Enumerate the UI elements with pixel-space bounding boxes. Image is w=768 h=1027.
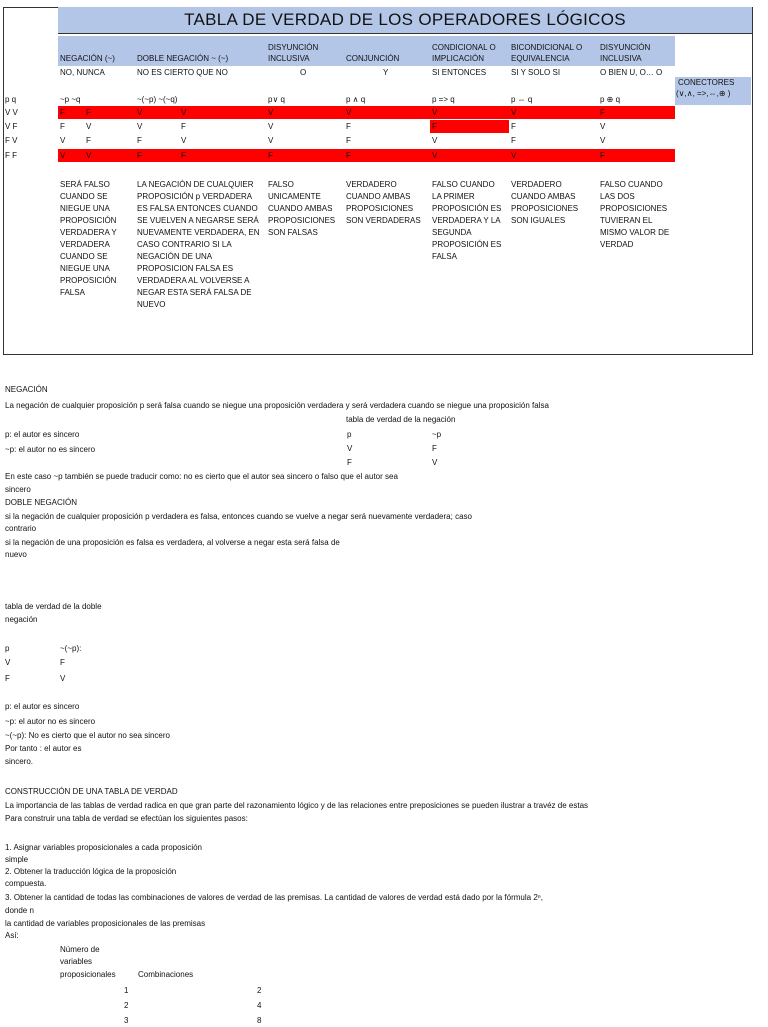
desc-condicional: FALSO CUANDO LA PRIMER PROPOSICIÓN ES VERDADERA Y LA SEGUNDA PROPOSICIÓN ES FALSA (432, 180, 502, 261)
dneg-example-1: p: el autor es sincero (5, 702, 80, 711)
truth-cell-dneg: F (181, 151, 186, 160)
truth-cell-disj: V (268, 108, 274, 117)
truth-cell-xor: V (600, 122, 606, 131)
symbol-bicondicional: p ⇔ q (511, 95, 533, 104)
truth-cell-conj: F (346, 122, 351, 131)
comb-count: 2 (257, 986, 262, 995)
dneg-example-4b: sincero. (5, 757, 34, 766)
dneg-tv-cell: V (60, 674, 66, 683)
connectors-box (675, 77, 751, 105)
truth-cell-neg: V (86, 151, 92, 160)
neg-tv-cell: V (347, 444, 353, 453)
desc-bicondicional: VERDADERO CUANDO AMBAS PROPOSICIONES SON IGUALES (511, 180, 579, 225)
negacion-notp-line: ~p: el autor no es sincero (5, 445, 96, 454)
negacion-heading: NEGACIÓN (5, 385, 48, 394)
truth-cell-cond: V (432, 151, 438, 160)
highlight-cond-cell (430, 120, 509, 133)
step-3a: 3. Obtener la cantidad de todas las combinaciones de valores de verdad de las premisas. La cantidad de valores de verdad está dado por la fórmula 2ⁿ, (5, 893, 543, 902)
header-disyuncion-exclusiva: DISYUNCIÓN INCLUSIVA (598, 36, 675, 66)
comb-var: 3 (124, 1016, 129, 1025)
meaning-negacion: NO, NUNCA (60, 68, 105, 77)
meaning-condicional: SI ENTONCES (432, 68, 487, 77)
meaning-doble-negacion: NO ES CIERTO QUE NO (137, 68, 228, 77)
negacion-text: La negación de cualquier proposición p será falsa cuando se niegue una proposición verdadera y será verdadera cuando se niegue una proposición falsa (5, 401, 549, 410)
neg-tv-cell: F (432, 444, 437, 453)
truth-cell-xor: V (600, 136, 606, 145)
truth-row-pq: F F (5, 151, 17, 160)
truth-cell-xor: F (600, 151, 605, 160)
truth-cell-neg: V (60, 151, 66, 160)
pq-header: p q (5, 95, 17, 104)
dneg-tv-cell: F (5, 674, 10, 683)
truth-cell-dneg: F (181, 122, 186, 131)
dneg-example-2: ~p: el autor no es sincero (5, 717, 96, 726)
construccion-heading: CONSTRUCCIÓN DE UNA TABLA DE VERDAD (5, 787, 178, 796)
truth-row-pq: V V (5, 108, 18, 117)
meaning-disyuncion: O (300, 68, 307, 77)
highlight-row-1 (58, 106, 675, 119)
truth-cell-xor: F (600, 108, 605, 117)
asi-label: Así: (5, 931, 19, 940)
step-3c: la cantidad de variables proposicionales de las premisas (5, 919, 206, 928)
dneg-tv-cell: V (5, 658, 11, 667)
col-head-2: variables (60, 957, 93, 966)
step-2a: 2. Obtener la traducción lógica de la proposición (5, 867, 177, 876)
symbol-condicional: p => q (432, 95, 455, 104)
desc-conjuncion: VERDADERO CUANDO AMBAS PROPOSICIONES SON VERDADERAS (346, 180, 421, 225)
truth-cell-dneg: V (181, 108, 187, 117)
header-bicondicional: BICONDICIONAL O EQUIVALENCIA (509, 36, 598, 66)
truth-cell-cond: V (432, 136, 438, 145)
truth-cell-dneg: V (137, 108, 143, 117)
dneg-example-4a: Por tanto : el autor es (5, 744, 82, 753)
negacion-note-2: sincero (5, 485, 31, 494)
truth-cell-conj: V (346, 108, 352, 117)
truth-cell-conj: F (346, 136, 351, 145)
truth-cell-neg: F (86, 108, 91, 117)
symbol-disyuncion: p∨ q (268, 95, 285, 104)
header-conjuncion: CONJUNCIÓN (344, 36, 430, 66)
truth-cell-neg: F (86, 136, 91, 145)
truth-cell-bicond: V (511, 151, 517, 160)
comb-count: 8 (257, 1016, 262, 1025)
desc-doble-negacion: LA NEGACIÓN DE CUALQUIER PROPOSICIÓN p VERDADERA ES FALSA ENTONCES CUANDO SE VUELVEN A NEGARSE SERÁ NUEVAMENTE VERDADERA, EN CASO CONTRARIO SI LA NEGACIÓN DE UNA PROPOSICION FALSA ES VERDADERA AL VOLVERSE A NEGAR ESTA SERÁ FALSA DE NUEVO (137, 180, 260, 309)
negacion-table-caption: tabla de verdad de la negación (346, 415, 456, 424)
construccion-intro-2: Para construir una tabla de verdad se efectúan los siguientes pasos: (5, 814, 248, 823)
dneg-tv-head-p: p (5, 644, 10, 653)
col-head-3: proposicionales (60, 970, 116, 979)
symbol-doble-negacion: ~(~p) ~(~q) (137, 95, 178, 104)
neg-tv-cell: F (347, 458, 352, 467)
neg-tv-cell: V (432, 458, 438, 467)
step-2b: compuesta. (5, 879, 47, 888)
step-3b: donde n (5, 906, 34, 915)
doble-negacion-text-1b: contrario (5, 524, 37, 533)
truth-cell-conj: F (346, 151, 351, 160)
negacion-note-1: En este caso ~p también se puede traducir como: no es cierto que el autor sea sincero o falso que el autor sea (5, 472, 398, 481)
connectors-symbols: (∨,∧, =>,⇔,⊕ ) (676, 89, 731, 98)
step-1b: simple (5, 855, 29, 864)
negacion-p-line: p: el autor es sincero (5, 430, 80, 439)
truth-cell-disj: F (268, 151, 273, 160)
desc-negacion: SERÁ FALSO CUANDO SE NIEGUE UNA PROPOSICIÓN VERDADERA Y VERDADERA CUANDO SE NIEGUE UNA PROPOSICIÓN FALSA (60, 180, 117, 297)
symbol-disyuncion-exclusiva: p ⊕ q (600, 95, 621, 104)
desc-disyuncion-exclusiva: FALSO CUANDO LAS DOS PROPOSICIONES TUVIERAN EL MISMO VALOR DE VERDAD (600, 180, 670, 249)
desc-disyuncion: FALSO UNICAMENTE CUANDO AMBAS PROPOSICIONES SON FALSAS (268, 180, 336, 237)
col-head-1: Número de (60, 945, 100, 954)
truth-cell-disj: V (268, 122, 274, 131)
meaning-bicondicional: SI Y SOLO SI (511, 68, 561, 77)
neg-tv-head-p: p (347, 430, 352, 439)
truth-cell-neg: V (86, 122, 92, 131)
header-disyuncion: DISYUNCIÓN INCLUSIVA (266, 36, 344, 66)
meaning-conjuncion: Y (383, 68, 389, 77)
doble-negacion-caption-1: tabla de verdad de la doble (5, 602, 102, 611)
doble-negacion-text-1a: si la negación de cualquier proposición p verdadera es falsa, entonces cuando se vuelve a negar será nuevamente verdadera; caso (5, 512, 472, 521)
neg-tv-head-notp: ~p (432, 430, 442, 439)
truth-cell-dneg: V (137, 122, 143, 131)
truth-cell-dneg: F (137, 136, 142, 145)
symbol-negacion: ~p ~q (60, 95, 81, 104)
doble-negacion-caption-2: negación (5, 615, 38, 624)
doble-negacion-heading: DOBLE NEGACIÓN (5, 498, 78, 507)
truth-row-pq: F V (5, 136, 18, 145)
truth-cell-cond: F (432, 122, 437, 131)
truth-row-pq: V F (5, 122, 18, 131)
truth-cell-dneg: V (181, 136, 187, 145)
truth-cell-cond: V (432, 108, 438, 117)
col-head-combinaciones: Combinaciones (138, 970, 194, 979)
step-1a: 1. Asignar variables proposicionales a cada proposición (5, 843, 203, 852)
doble-negacion-text-2a: si la negación de una proposición es falsa es verdadera, al volverse a negar esta será falsa de (5, 538, 340, 547)
doble-negacion-text-2b: nuevo (5, 550, 27, 559)
truth-cell-dneg: F (137, 151, 142, 160)
truth-cell-disj: V (268, 136, 274, 145)
header-doble-negacion: DOBLE NEGACIÓN ~ (~) (135, 36, 266, 66)
highlight-row-4 (58, 149, 675, 162)
truth-cell-neg: F (60, 122, 65, 131)
truth-cell-neg: V (60, 136, 66, 145)
dneg-example-3: ~(~p): No es cierto que el autor no sea sincero (5, 731, 170, 740)
comb-var: 2 (124, 1001, 129, 1010)
connectors-title: CONECTORES (678, 78, 735, 87)
truth-cell-neg: F (60, 108, 65, 117)
symbol-conjuncion: p ∧ q (346, 95, 366, 104)
table-title: TABLA DE VERDAD DE LOS OPERADORES LÓGICOS (58, 7, 752, 34)
comb-count: 4 (257, 1001, 262, 1010)
dneg-tv-head-dnotp: ~(~p): (60, 644, 82, 653)
comb-var: 1 (124, 986, 129, 995)
truth-cell-bicond: F (511, 122, 516, 131)
construccion-intro-1: La importancia de las tablas de verdad radica en que gran parte del razonamiento lógico y de las relaciones entre preposiciones se pueden ilustrar a travéz de estas (5, 801, 589, 810)
meaning-disyuncion-exclusiva: O BIEN U, O… O (600, 68, 663, 77)
dneg-tv-cell: F (60, 658, 65, 667)
truth-cell-bicond: V (511, 108, 517, 117)
truth-cell-bicond: F (511, 136, 516, 145)
header-negacion: NEGACIÓN (~) (58, 36, 135, 66)
header-condicional: CONDICIONAL O IMPLICACIÓN (430, 36, 509, 66)
